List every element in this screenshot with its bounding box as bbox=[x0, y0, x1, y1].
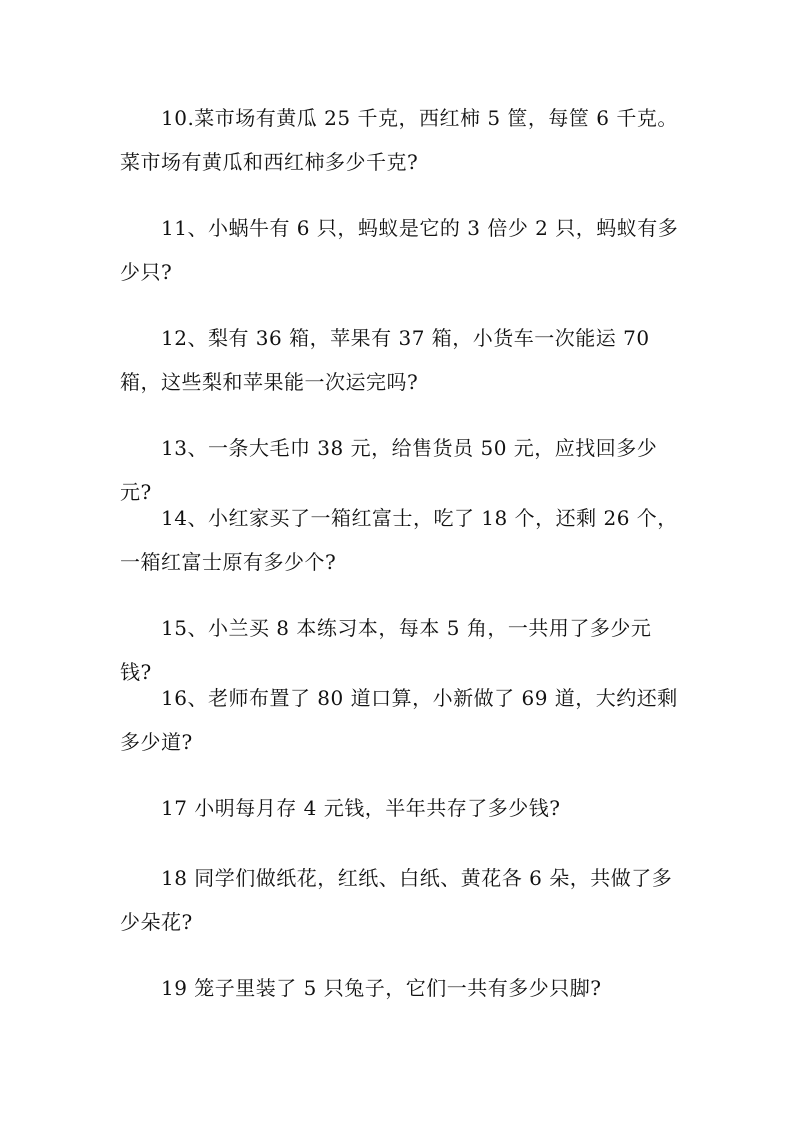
problem-17: 17 小明每月存 4 元钱，半年共存了多少钱? bbox=[161, 796, 561, 820]
problem-14: 14、小红家买了一箱红富士，吃了 18 个，还剩 26 个，一箱红富士原有多少个? bbox=[120, 506, 678, 574]
problem-16: 16、老师布置了 80 道口算，小新做了 69 道，大约还剩多少道? bbox=[120, 686, 678, 754]
problem-11: 11、小蜗牛有 6 只，蚂蚁是它的 3 倍少 2 只，蚂蚁有多少只? bbox=[120, 216, 679, 284]
problem-19: 19 笼子里装了 5 只兔子，它们一共有多少只脚? bbox=[161, 976, 602, 1000]
problem-10: 10.菜市场有黄瓜 25 千克，西红柿 5 筐，每筐 6 千克。菜市场有黄瓜和西红柿多少千克? bbox=[120, 106, 678, 174]
problem-12: 12、梨有 36 箱，苹果有 37 箱，小货车一次能运 70 箱，这些梨和苹果能一次运完吗? bbox=[120, 326, 650, 394]
problem-13: 13、一条大毛巾 38 元，给售货员 50 元，应找回多少元? bbox=[120, 436, 658, 504]
problem-15: 15、小兰买 8 本练习本，每本 5 角，一共用了多少元钱? bbox=[120, 616, 652, 684]
problem-18: 18 同学们做纸花，红纸、白纸、黄花各 6 朵，共做了多少朵花? bbox=[120, 866, 673, 934]
